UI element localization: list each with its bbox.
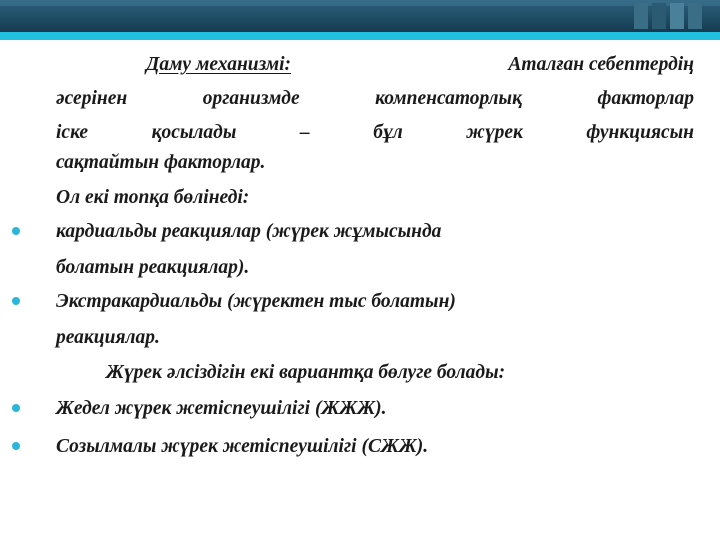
- bullet-dot: [12, 227, 20, 235]
- variants-intro: Жүрек әлсіздігін екі вариантқа бөлуге болады:: [106, 362, 506, 383]
- bullet-a1-line1: кардиальды реакциялар (жүрек жұмысында: [56, 221, 442, 242]
- paragraph-line-3: іске қосылады – бұл жүрек функциясын: [56, 122, 694, 143]
- bullet-a1-line2: болатын реакциялар).: [56, 257, 250, 278]
- paragraph-line-2: әсерінен организмде компенсаторлық факторлар: [56, 88, 694, 109]
- bullet-dot: [12, 297, 20, 305]
- paragraph-line-4: сақтайтын факторлар.: [56, 152, 266, 173]
- bullet-b1: Жедел жүрек жетіспеушілігі (ЖЖЖ).: [56, 398, 387, 419]
- paragraph-line-1: [146, 48, 694, 82]
- paragraph-line-1-rest: Аталған себептердің: [508, 54, 694, 75]
- group-intro: Ол екі топқа бөлінеді:: [56, 187, 250, 208]
- mechanism-heading: Даму механизмі:: [146, 54, 292, 75]
- bullet-dot: [12, 442, 20, 450]
- bullet-a2-line2: реакциялар.: [56, 327, 160, 348]
- bullet-dot: [12, 404, 20, 412]
- bullet-a2-line1: Экстракардиальды (жүректен тыс болатын): [56, 291, 456, 312]
- bullet-b2: Созылмалы жүрек жетіспеушілігі (СЖЖ).: [56, 436, 429, 457]
